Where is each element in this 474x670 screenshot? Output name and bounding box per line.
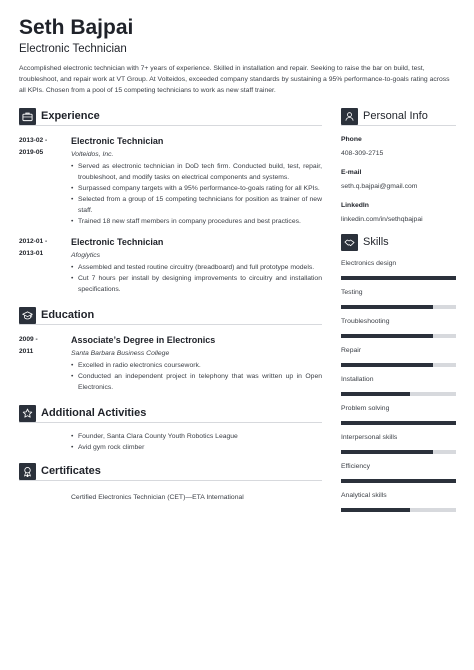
certificates-section [19,463,322,503]
personal-info-heading [341,108,456,126]
entry-date-end: 2013-01 [19,250,44,257]
graduation-cap-icon [19,307,36,324]
entry-org: Volteidos, Inc. [71,151,114,158]
bullet-item: • Conducted an independent project in telephony that was written up in Open Electronics. [71,371,322,393]
activities-heading [19,405,322,423]
education-section [19,307,322,393]
skill-level-bar [341,392,456,396]
certificates-title: Certificates [41,465,101,477]
skill-name: Electronics design [341,260,397,267]
skill-item [341,491,456,512]
linkedin-label: LinkedIn [341,202,369,209]
skill-item [341,462,456,483]
entry-org: Afoglytics [71,252,101,259]
bullet-item: • Served as electronic technician in DoD tech firm. Conducted build, test, repair, troubleshoot, and modify tasks on electrical components and systems. [71,161,322,183]
experience-entry [19,236,322,295]
skill-level-fill [341,421,456,425]
entry-date-end: 2011 [19,348,34,355]
profile-summary: Accomplished electronic technician with 7+ years of experience. Skilled in installation and repair. Seeking to raise the bar on build, test, troubleshoot, and repair work at VT Group. At Volteidos, exceeded company standards by sustaining a 95% performance-to-goals rating across all KPIs. Chosen from a pool of 15 competing technicians to work as new staff trainer. [19,65,450,94]
personal-info-section [341,108,456,225]
entry-title: Electronic Technician [71,237,164,247]
skill-item [341,288,456,309]
entry-dates [19,135,71,227]
award-icon [19,463,36,480]
education-entry [19,334,322,393]
briefcase-icon [19,108,36,125]
entry-title: Associate’s Degree in Electronics [71,335,216,345]
skill-level-bar [341,450,456,454]
entry-body [71,135,322,227]
entry-bullets [71,360,322,393]
entry-dates [19,236,71,295]
skills-heading [341,233,456,251]
bullet-item: • Excelled in radio electronics coursework. [71,360,322,371]
person-icon [341,108,358,125]
experience-heading [19,108,322,126]
skill-level-bar [341,508,456,512]
skill-item [341,375,456,396]
skill-name: Repair [341,347,362,354]
skill-name: Analytical skills [341,492,387,499]
bullet-item: • Avid gym rock climber [71,442,322,453]
skill-level-fill [341,363,433,367]
activities-bullets [71,431,322,453]
skill-item [341,346,456,367]
certificate-item: Certified Electronics Technician (CET)—ETA International [71,494,244,501]
entry-date-start: 2009 - [19,336,38,343]
bullet-item: • Surpassed company targets with a 95% performance-to-goals rating for all KPIs. [71,183,322,194]
education-heading [19,307,322,325]
skill-name: Testing [341,289,363,296]
linkedin-value[interactable]: linkedin.com/in/sethqbajpai [341,216,423,223]
bullet-item: • Trained 18 new staff members in company procedures and best practices. [71,216,322,227]
phone-label: Phone [341,136,362,143]
activities-body [71,431,322,453]
skill-level-fill [341,392,410,396]
star-icon [19,405,36,422]
left-column [19,108,322,503]
activities-title: Additional Activities [41,407,147,419]
skill-level-fill [341,305,433,309]
skill-item [341,433,456,454]
skill-level-fill [341,479,456,483]
bullet-item: • Selected from a group of 15 competing technicians for position as trainer of new staff. [71,194,322,216]
skill-name: Efficiency [341,463,370,470]
education-title: Education [41,309,95,321]
activities-section [19,405,322,453]
entry-date-start: 2013-02 - [19,137,48,144]
bullet-item: • Founder, Santa Clara County Youth Robotics League [71,431,322,442]
skill-name: Installation [341,376,374,383]
skill-item [341,404,456,425]
skill-level-bar [341,479,456,483]
skills-section [341,233,456,512]
entry-dates [19,334,71,393]
candidate-role: Electronic Technician [19,43,127,55]
email-value[interactable]: seth.q.bajpai@gmail.com [341,183,418,190]
skill-level-bar [341,334,456,338]
entry-org: Santa Barbara Business College [71,350,170,357]
personal-info-title: Personal Info [363,110,428,122]
candidate-name: Seth Bajpai [19,16,134,39]
handshake-icon [341,234,358,251]
experience-title: Experience [41,110,100,122]
skill-level-fill [341,276,456,280]
entry-body [71,236,322,295]
entry-body [71,334,322,393]
entry-date-end: 2019-05 [19,149,44,156]
skill-level-fill [341,508,410,512]
phone-value: 408-309-2715 [341,150,384,157]
skill-level-bar [341,421,456,425]
skill-item [341,259,456,280]
entry-bullets [71,262,322,295]
skill-level-bar [341,276,456,280]
skills-list [341,259,456,512]
bullet-item: • Cut 7 hours per install by designing improvements to circuitry and installation specifications. [71,273,322,295]
email-label: E-mail [341,169,362,176]
skill-item [341,317,456,338]
skills-title: Skills [363,235,389,248]
skill-name: Troubleshooting [341,318,390,325]
skill-name: Interpersonal skills [341,434,398,441]
entry-date-start: 2012-01 - [19,238,48,245]
skill-level-fill [341,450,433,454]
resume-header [19,16,459,56]
entry-title: Electronic Technician [71,136,164,146]
skill-name: Problem solving [341,405,390,412]
skill-level-bar [341,363,456,367]
skill-level-bar [341,305,456,309]
experience-section [19,108,322,295]
bullet-item: • Assembled and tested routine circuitry (breadboard) and full prototype models. [71,262,322,273]
right-column [341,108,456,512]
entry-bullets [71,161,322,227]
skill-level-fill [341,334,433,338]
certificates-heading [19,463,322,481]
experience-entry [19,135,322,227]
